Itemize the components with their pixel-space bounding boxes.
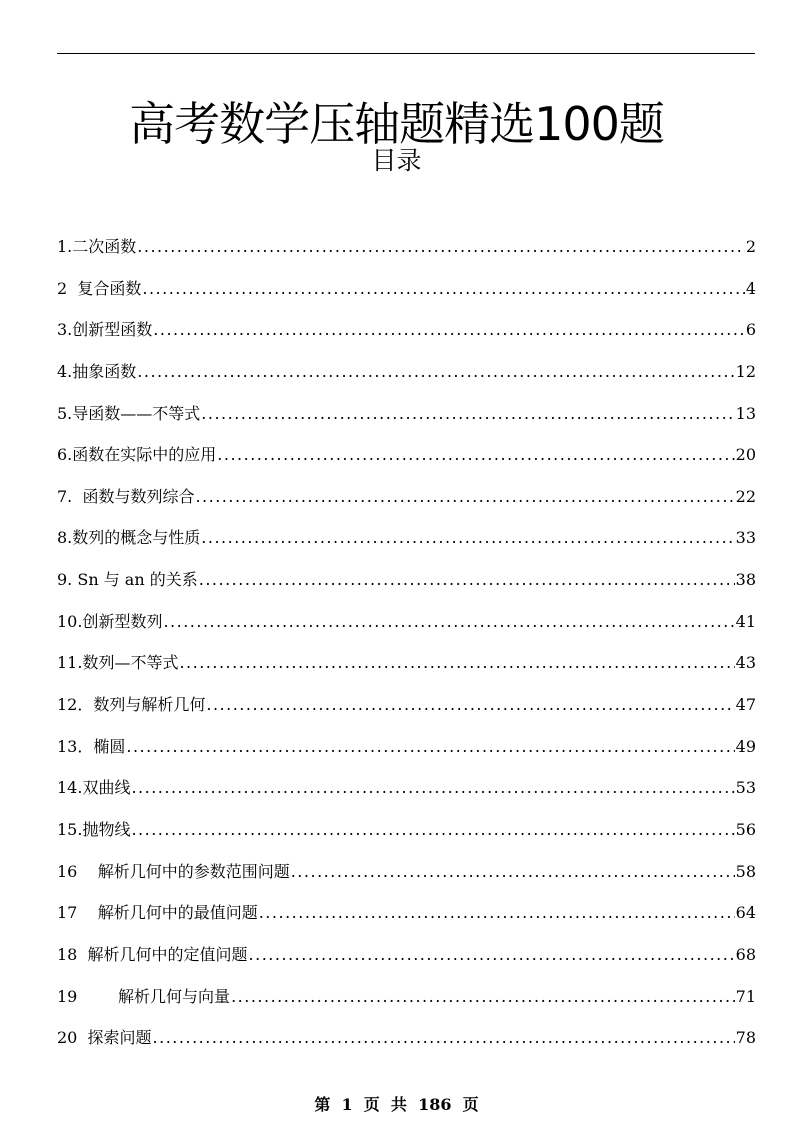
- toc-entry[interactable]: [57, 976, 756, 1018]
- toc-entry[interactable]: [57, 601, 756, 643]
- toc-entry-page: 38: [735, 570, 756, 590]
- toc-entry-label: 10.创新型数列: [57, 611, 163, 631]
- toc-entry-page: 13: [735, 403, 756, 423]
- toc-entry-page: 58: [735, 861, 756, 881]
- toc-entry[interactable]: [57, 934, 756, 976]
- toc-entry[interactable]: [57, 268, 756, 310]
- toc-entry-page: 56: [735, 819, 756, 839]
- toc-entry-label: 6.函数在实际中的应用: [57, 445, 217, 465]
- toc-leader-dots: [131, 767, 734, 809]
- toc-entry-page: 78: [735, 1028, 756, 1048]
- toc-leader-dots: [217, 434, 734, 476]
- toc-entry-label: 20 探索问题: [57, 1028, 152, 1048]
- toc-entry[interactable]: [57, 476, 756, 518]
- toc-leader-dots: [131, 809, 734, 851]
- toc-entry[interactable]: [57, 892, 756, 934]
- toc-entry[interactable]: [57, 393, 756, 435]
- toc-leader-dots: [291, 851, 735, 893]
- toc-leader-dots: [137, 226, 745, 268]
- toc-entry-label: 18 解析几何中的定值问题: [57, 944, 248, 964]
- toc-entry-label: 7. 函数与数列综合: [57, 486, 195, 506]
- toc-entry-label: 14.双曲线: [57, 778, 131, 798]
- toc-entry-label: 16 解析几何中的参数范围问题: [57, 861, 290, 881]
- toc-heading: 目录: [371, 146, 422, 175]
- toc-entry[interactable]: [57, 767, 756, 809]
- toc-leader-dots: [231, 976, 735, 1018]
- page-footer: 第 1 页 共 186 页: [314, 1095, 479, 1114]
- toc-entry-label: 13．椭圆: [57, 736, 126, 756]
- toc-leader-dots: [249, 934, 735, 976]
- toc-entry-page: 20: [735, 445, 756, 465]
- toc-leader-dots: [137, 351, 734, 393]
- toc-leader-dots: [142, 268, 744, 310]
- document-title: 高考数学压轴题精选100题: [129, 96, 664, 151]
- toc-entry[interactable]: [57, 434, 756, 476]
- header-rule: [57, 53, 755, 54]
- toc-entry[interactable]: [57, 1017, 756, 1059]
- toc-leader-dots: [179, 642, 734, 684]
- toc-entry-label: 2 复合函数: [57, 278, 142, 298]
- toc-leader-dots: [259, 892, 735, 934]
- toc-entry-page: 53: [735, 778, 756, 798]
- toc-leader-dots: [201, 393, 734, 435]
- toc-entry[interactable]: [57, 226, 756, 268]
- toc-entry-label: 3.创新型函数: [57, 320, 153, 340]
- toc-leader-dots: [153, 1017, 735, 1059]
- toc-entry[interactable]: [57, 851, 756, 893]
- toc-entry-label: 9. Sn 与 an 的关系: [57, 570, 198, 590]
- toc-entry[interactable]: [57, 726, 756, 768]
- toc-entry-label: 17 解析几何中的最值问题: [57, 903, 258, 923]
- toc-entry[interactable]: [57, 642, 756, 684]
- toc-entry-page: 49: [735, 736, 756, 756]
- toc-entry-label: 8.数列的概念与性质: [57, 528, 201, 548]
- toc-entry-label: 19 解析几何与向量: [57, 986, 231, 1006]
- toc-leader-dots: [163, 601, 734, 643]
- toc-entry-page: 22: [735, 486, 756, 506]
- toc-entry-page: 47: [735, 695, 756, 715]
- toc-leader-dots: [195, 476, 734, 518]
- toc-entry-page: 4: [745, 278, 756, 298]
- toc-entry-label: 15.抛物线: [57, 819, 131, 839]
- toc-entry-page: 41: [735, 611, 756, 631]
- toc-entry[interactable]: [57, 809, 756, 851]
- toc-entry-page: 6: [745, 320, 756, 340]
- toc-entry-label: 5.导函数——不等式: [57, 403, 201, 423]
- toc-entry-label: 1.二次函数: [57, 237, 137, 256]
- toc-entry[interactable]: [57, 309, 756, 351]
- toc-entry-page: 43: [735, 653, 756, 673]
- toc-leader-dots: [153, 309, 745, 351]
- toc-entry-page: 64: [735, 903, 756, 923]
- toc-entry-label: 4.抽象函数: [57, 361, 137, 381]
- toc-entry-page: 68: [735, 944, 756, 964]
- toc-entry-page: 71: [735, 986, 756, 1006]
- toc-entry-page: 2: [745, 237, 756, 256]
- toc-leader-dots: [206, 684, 734, 726]
- toc-entry[interactable]: [57, 559, 756, 601]
- toc-leader-dots: [201, 517, 734, 559]
- toc-entry-page: 12: [735, 361, 756, 381]
- toc-entry[interactable]: [57, 684, 756, 726]
- toc-leader-dots: [199, 559, 735, 601]
- table-of-contents: [57, 226, 756, 1059]
- toc-entry[interactable]: [57, 517, 756, 559]
- toc-entry-page: 33: [735, 528, 756, 548]
- toc-entry-label: 12．数列与解析几何: [57, 695, 206, 715]
- toc-leader-dots: [126, 726, 734, 768]
- toc-entry[interactable]: [57, 351, 756, 393]
- toc-entry-label: 11.数列—不等式: [57, 653, 179, 673]
